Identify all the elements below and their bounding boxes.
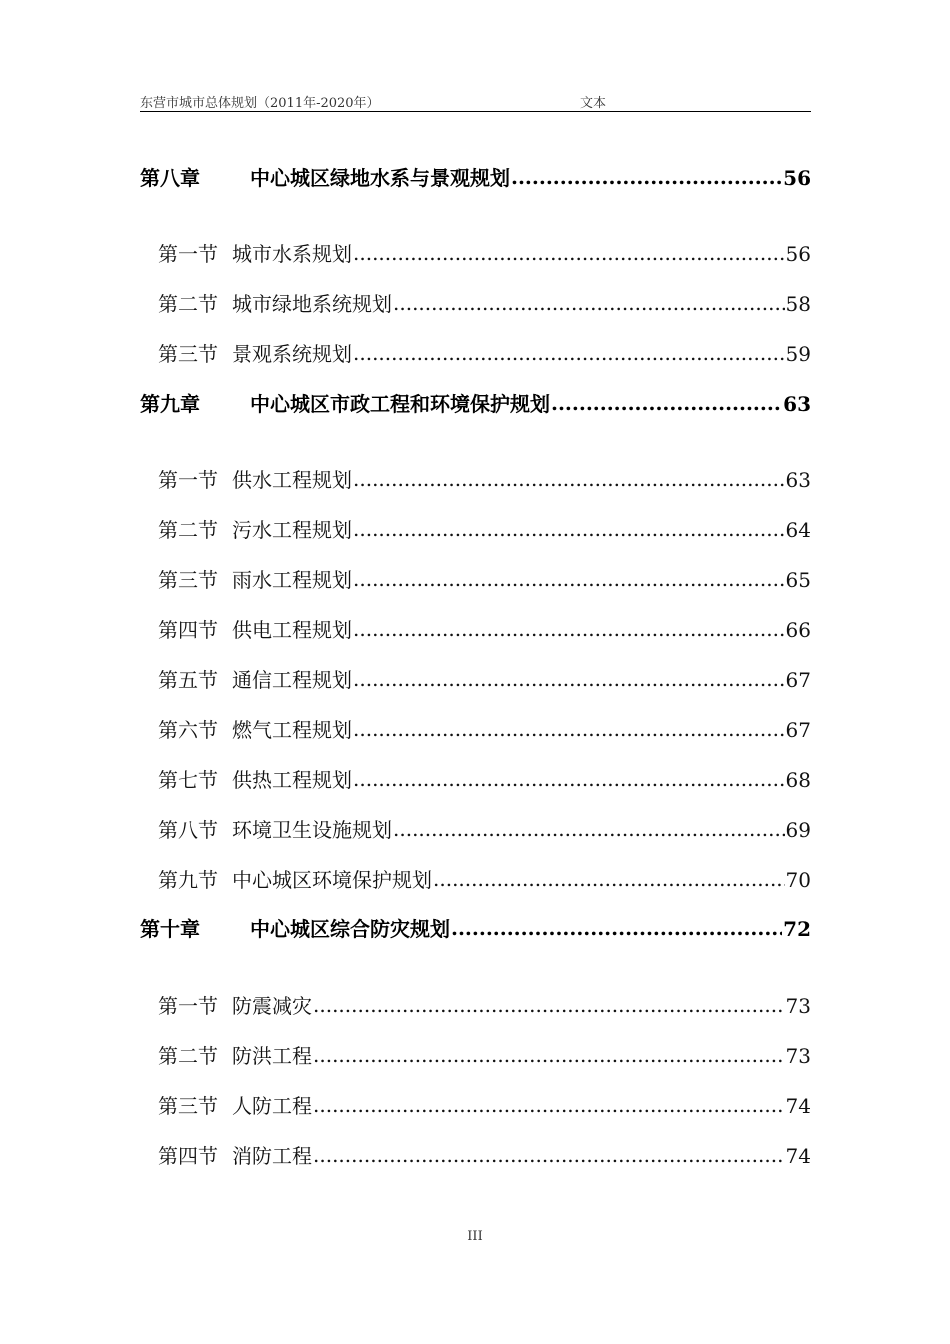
section-page: 73 [785,1044,811,1068]
section-number: 第六节 [158,718,218,742]
section-page: 67 [785,718,811,742]
toc-section[interactable] [140,338,811,367]
section-page: 56 [785,242,811,266]
chapter-page: 63 [783,392,811,416]
toc-section[interactable] [140,464,811,493]
section-page: 69 [785,818,811,842]
leader-dots [353,717,785,737]
section-number: 第一节 [158,468,218,492]
section-page: 74 [785,1144,811,1168]
document-type: 文本 [580,96,607,111]
toc-section[interactable] [140,814,811,843]
leader-dots [551,391,782,411]
section-number: 第九节 [158,868,218,892]
section-title: 消防工程 [232,1144,312,1168]
section-page: 59 [785,342,811,366]
section-page: 63 [785,468,811,492]
document-title: 东营市城市总体规划（2011年-2020年） [140,96,380,111]
toc-section[interactable] [140,614,811,643]
leader-dots [313,993,785,1013]
leader-dots [353,567,785,587]
section-title: 供电工程规划 [232,618,352,642]
section-page: 73 [785,994,811,1018]
section-number: 第五节 [158,668,218,692]
leader-dots [353,617,785,637]
leader-dots [433,867,785,887]
section-page: 68 [785,768,811,792]
section-title: 通信工程规划 [232,668,352,692]
section-title: 供水工程规划 [232,468,352,492]
leader-dots [451,916,782,936]
section-page: 67 [785,668,811,692]
section-page: 65 [785,568,811,592]
leader-dots [393,291,785,311]
section-title: 人防工程 [232,1094,312,1118]
leader-dots [353,667,785,687]
leader-dots [353,241,785,261]
leader-dots [313,1143,785,1163]
section-title: 污水工程规划 [232,518,352,542]
section-number: 第二节 [158,292,218,316]
toc-chapter-8[interactable] [140,162,811,191]
toc-section[interactable] [140,564,811,593]
section-title: 燃气工程规划 [232,718,352,742]
page-header [140,90,811,112]
chapter-number: 第九章 [140,392,200,416]
toc-section[interactable] [140,864,811,893]
leader-dots [511,165,782,185]
leader-dots [353,341,785,361]
section-page: 66 [785,618,811,642]
leader-dots [353,767,785,787]
toc-section[interactable] [140,664,811,693]
leader-dots [353,517,785,537]
toc-section[interactable] [140,764,811,793]
leader-dots [313,1043,785,1063]
toc-section[interactable] [140,238,811,267]
toc-section[interactable] [140,714,811,743]
section-number: 第一节 [158,994,218,1018]
section-number: 第三节 [158,568,218,592]
section-title: 雨水工程规划 [232,568,352,592]
chapter-number: 第十章 [140,917,200,941]
chapter-title: 中心城区综合防灾规划 [250,917,450,941]
section-page: 58 [785,292,811,316]
chapter-title: 中心城区市政工程和环境保护规划 [250,392,550,416]
section-page: 64 [785,518,811,542]
leader-dots [353,467,785,487]
section-page: 74 [785,1094,811,1118]
section-title: 城市水系规划 [232,242,352,266]
section-number: 第二节 [158,518,218,542]
section-page: 70 [785,868,811,892]
chapter-title: 中心城区绿地水系与景观规划 [250,166,510,190]
section-number: 第四节 [158,618,218,642]
toc-chapter-9[interactable] [140,388,811,417]
toc-section[interactable] [140,1040,811,1069]
section-number: 第三节 [158,1094,218,1118]
section-title: 防震减灾 [232,994,312,1018]
chapter-page: 56 [783,166,811,190]
chapter-number: 第八章 [140,166,200,190]
section-title: 防洪工程 [232,1044,312,1068]
section-title: 供热工程规划 [232,768,352,792]
toc-chapter-10[interactable] [140,913,811,942]
leader-dots [313,1093,785,1113]
toc-section[interactable] [140,990,811,1019]
section-number: 第二节 [158,1044,218,1068]
toc-section[interactable] [140,288,811,317]
section-number: 第八节 [158,818,218,842]
section-title: 景观系统规划 [232,342,352,366]
page-number: III [467,1229,483,1244]
section-number: 第七节 [158,768,218,792]
toc-section[interactable] [140,514,811,543]
leader-dots [393,817,785,837]
section-number: 第一节 [158,242,218,266]
chapter-page: 72 [783,917,811,941]
section-title: 环境卫生设施规划 [232,818,392,842]
section-title: 城市绿地系统规划 [232,292,392,316]
toc-section[interactable] [140,1090,811,1119]
section-title: 中心城区环境保护规划 [232,868,432,892]
section-number: 第四节 [158,1144,218,1168]
section-number: 第三节 [158,342,218,366]
toc-section[interactable] [140,1140,811,1169]
